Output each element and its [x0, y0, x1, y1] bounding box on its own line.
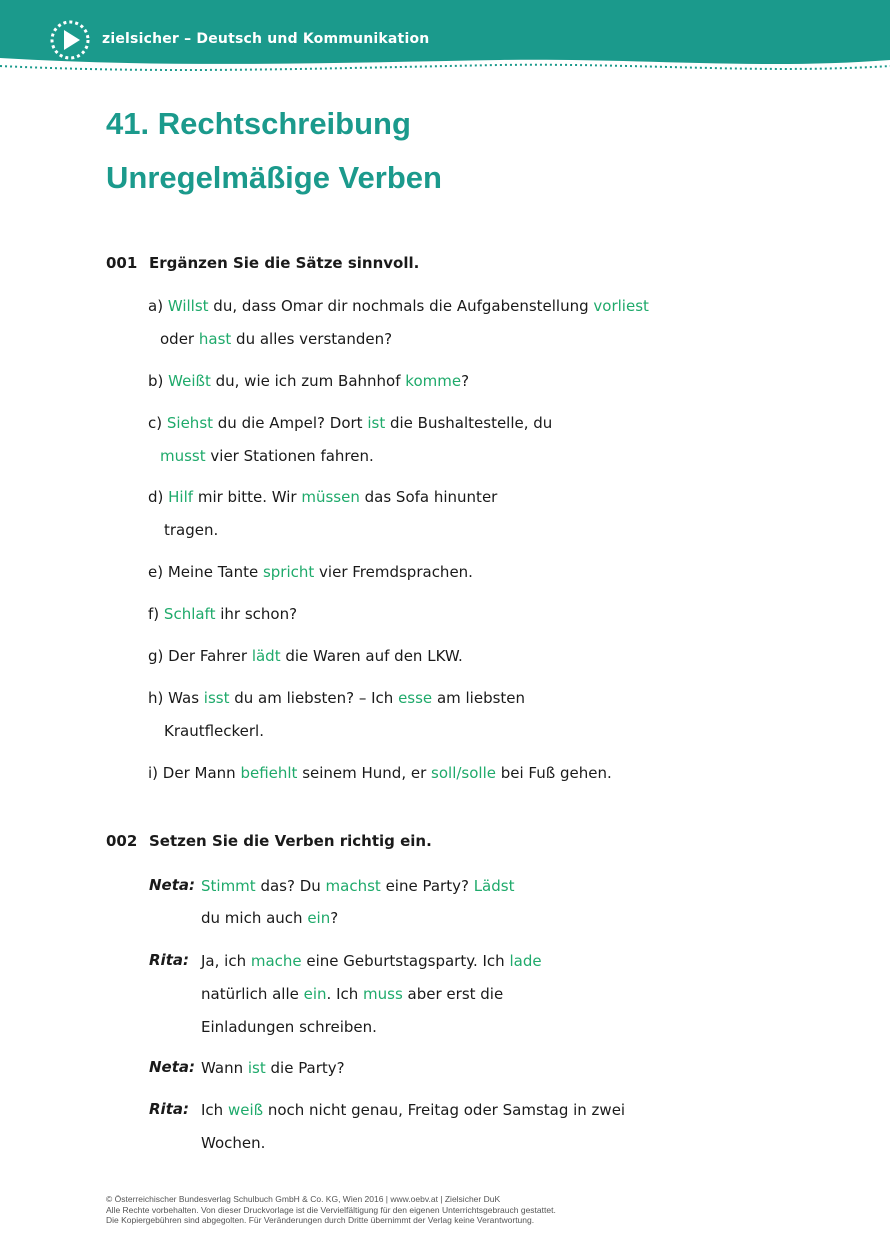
answer: ein: [303, 985, 327, 1003]
answer: komme: [405, 372, 462, 390]
dialogue-line: du mich auch ein?: [201, 909, 339, 927]
task-002-heading: [106, 832, 432, 850]
sentence-c: c) Siehst du die Ampel? Dort ist die Bushaltestelle, du: [148, 414, 553, 432]
task-number: 002: [106, 832, 138, 850]
task-number: 001: [106, 254, 138, 272]
page-subtitle: Unregelmäßige Verben: [106, 160, 442, 195]
answer: müssen: [301, 488, 360, 506]
answer: ist: [367, 414, 386, 432]
footer-line: © Österreichischer Bundesverlag Schulbuch GmbH & Co. KG, Wien 2016 | www.oebv.at | Zielsicher DuK: [106, 1194, 501, 1204]
answer: Siehst: [166, 414, 214, 432]
answer: soll/solle: [431, 764, 496, 782]
answer: Weißt: [168, 372, 211, 390]
page-title: 41. Rechtschreibung: [106, 106, 411, 141]
answer: Willst: [167, 297, 209, 315]
answer: lädt: [251, 647, 281, 665]
sentence-c-cont: musst vier Stationen fahren.: [160, 447, 374, 465]
sentence-b: b) Weißt du, wie ich zum Bahnhof komme?: [148, 372, 470, 390]
speaker-rita: Rita:: [149, 951, 189, 969]
answer: Lädst: [473, 877, 515, 895]
brand-title: zielsicher – Deutsch und Kommunikation: [102, 31, 430, 47]
copyright-footer: [106, 1194, 556, 1226]
sentence-f: f) Schlaft ihr schon?: [148, 605, 298, 623]
sentence-a: a) Willst du, dass Omar dir nochmals die Aufgabenstellung vorliest: [148, 297, 649, 315]
answer: vorliest: [593, 297, 649, 315]
sentence-g: g) Der Fahrer lädt die Waren auf den LKW.: [148, 647, 463, 665]
dialogue-line: Stimmt das? Du machst eine Party? Lädst: [201, 877, 515, 895]
speaker-rita: Rita:: [149, 1100, 189, 1118]
sentence-d-cont: tragen.: [164, 521, 219, 539]
answer: Schlaft: [163, 605, 216, 623]
sentence-e: e) Meine Tante spricht vier Fremdsprachen.: [148, 563, 473, 581]
answer: ist: [247, 1059, 266, 1077]
speaker-neta: Neta:: [149, 1058, 196, 1076]
dialogue-line: Wochen.: [201, 1134, 266, 1152]
answer: lade: [509, 952, 542, 970]
dialogue-line: Ich weiß noch nicht genau, Freitag oder Samstag in zwei: [201, 1101, 626, 1119]
answer: befiehlt: [240, 764, 298, 782]
footer-line: Alle Rechte vorbehalten. Von dieser Druckvorlage ist die Vervielfältigung für den eigenen Unterrichtsgebrauch gestattet.: [106, 1204, 556, 1215]
answer: mache: [250, 952, 302, 970]
answer: Hilf: [168, 488, 194, 506]
task-001-heading: [106, 254, 419, 272]
sentence-i: i) Der Mann befiehlt seinem Hund, er soll/solle bei Fuß gehen.: [148, 764, 612, 782]
answer: muss: [363, 985, 403, 1003]
task-instruction: Setzen Sie die Verben richtig ein.: [149, 832, 432, 850]
answer: spricht: [262, 563, 315, 581]
answer: musst: [160, 447, 206, 465]
speaker-neta: Neta:: [149, 876, 196, 894]
answer: esse: [398, 689, 433, 707]
header-banner: [0, 0, 890, 80]
dialogue-line: natürlich alle ein. Ich muss aber erst die: [201, 985, 504, 1003]
answer: Stimmt: [201, 877, 256, 895]
answer: hast: [198, 330, 232, 348]
footer-line: Die Kopiergebühren sind abgegolten. Für Veränderungen durch Dritte übernimmt der Verlag keine Verantwortung.: [106, 1215, 535, 1225]
dialogue-line: Einladungen schreiben.: [201, 1018, 377, 1036]
answer: ein: [307, 909, 331, 927]
answer: weiß: [227, 1101, 264, 1119]
answer: machst: [325, 877, 381, 895]
sentence-a-cont: oder hast du alles verstanden?: [160, 330, 393, 348]
sentence-h: h) Was isst du am liebsten? – Ich esse am liebsten: [148, 689, 526, 707]
answer: isst: [203, 689, 230, 707]
dialogue-line: Wann ist die Party?: [201, 1059, 345, 1077]
sentence-h-cont: Krautfleckerl.: [164, 722, 264, 740]
task-instruction: Ergänzen Sie die Sätze sinnvoll.: [149, 254, 420, 272]
dialogue-line: Ja, ich mache eine Geburtstagsparty. Ich lade: [201, 952, 542, 970]
sentence-d: d) Hilf mir bitte. Wir müssen das Sofa hinunter: [148, 488, 498, 506]
